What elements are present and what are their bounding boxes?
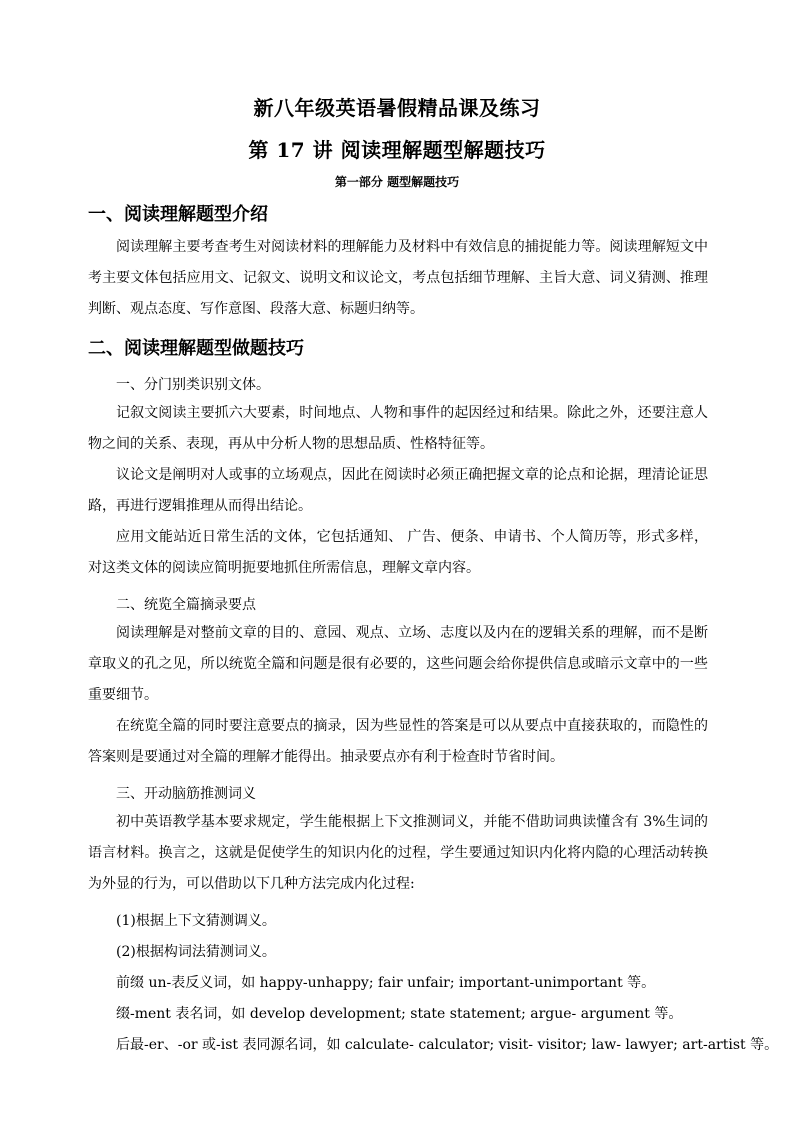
document-title: 新八年级英语暑假精品课及练习 — [253, 96, 541, 120]
item3-paragraph: 初中英语教学基本要求规定，学生能根据上下文推测词义，并能不借助词典读懂含有 3%生词的语言材料。换言之，这就是促使学生的知识内化的过程，学生要通过知识内化将内隐的心理活动转换为外显的行为，可以借助以下几种方法完成内化过程: — [88, 814, 708, 892]
item2-paragraph-notes: 在统览全篇的同时要注意要点的摘录，因为些显性的答案是可以从要点中直接获取的，而隐性的答案则是要通过对全篇的理解才能得出。抽录要点亦有利于检查时节省时间。 — [88, 718, 708, 765]
section2-heading: 二、阅读理解题型做题技巧 — [88, 338, 304, 359]
item2-paragraph-overview: 阅读理解是对整前文章的目的、意园、观点、立场、志度以及内在的逻辑关系的理解，而不是断章取义的孔之见，所以统览全篇和问题是很有必要的，这些问题会给你提供信息或暗示文章中的一些重要细节。 — [88, 625, 708, 703]
item1-paragraph-practical: 应用文能站近日常生活的文体，它包括通知、 广告、便条、申请书、个人简历等，形式多样，对这类文体的阅读应简明扼要地抓住所需信息，理解文章内容。 — [88, 529, 708, 576]
example-ment-line: 缀-ment 表名词，如 develop development; state statement; argue- argument 等。 — [116, 1006, 683, 1022]
item3-title: 三、开动脑筋推测词义 — [116, 786, 256, 802]
method1-line: (1)根据上下文猜测调义。 — [116, 913, 276, 929]
item1-paragraph-narrative: 记叙文阅读主要抓六大要素，时间地点、人物和事件的起因经过和结果。除此之外，还要注意人物之间的关系、表现，再从中分析人物的思想品质、性格特征等。 — [88, 405, 708, 452]
lecture-title: 第 17 讲 阅读理解题型解题技巧 — [248, 138, 546, 162]
example-suffix-line: 后最-er、-or 或-ist 表同源名词，如 calculate- calculator; visit- visitor; law- lawyer; art-artist 等。 — [116, 1037, 779, 1053]
method2-line: (2)根据构词法猜测词义。 — [116, 944, 276, 960]
example-prefix-line: 前缀 un-表反义词，如 happy-unhappy; fair unfair; important-unimportant 等。 — [116, 975, 656, 991]
item1-paragraph-argumentative: 议论文是阐明对人或事的立场观点，因此在阅读时必须正确把握文章的论点和论据，理清论证思路，再进行逻辑推理从而得出结论。 — [88, 467, 708, 514]
item1-title: 一、分门别类识别文体。 — [116, 377, 270, 393]
part-title: 第一部分 题型解题技巧 — [334, 175, 460, 189]
section1-paragraph: 阅读理解主要考查考生对阅读材料的理解能力及材料中有效信息的捕捉能力等。阅读理解短文中考主要文体包括应用文、记叙文、说明文和议论文，考点包括细节理解、主旨大意、词义猜测、推理判断、观点态度、写作意图、段落大意、标题归纳等。 — [88, 239, 708, 317]
item2-title: 二、统览全篇摘录要点 — [116, 597, 256, 613]
section1-heading: 一、阅读理解题型介绍 — [88, 204, 268, 225]
